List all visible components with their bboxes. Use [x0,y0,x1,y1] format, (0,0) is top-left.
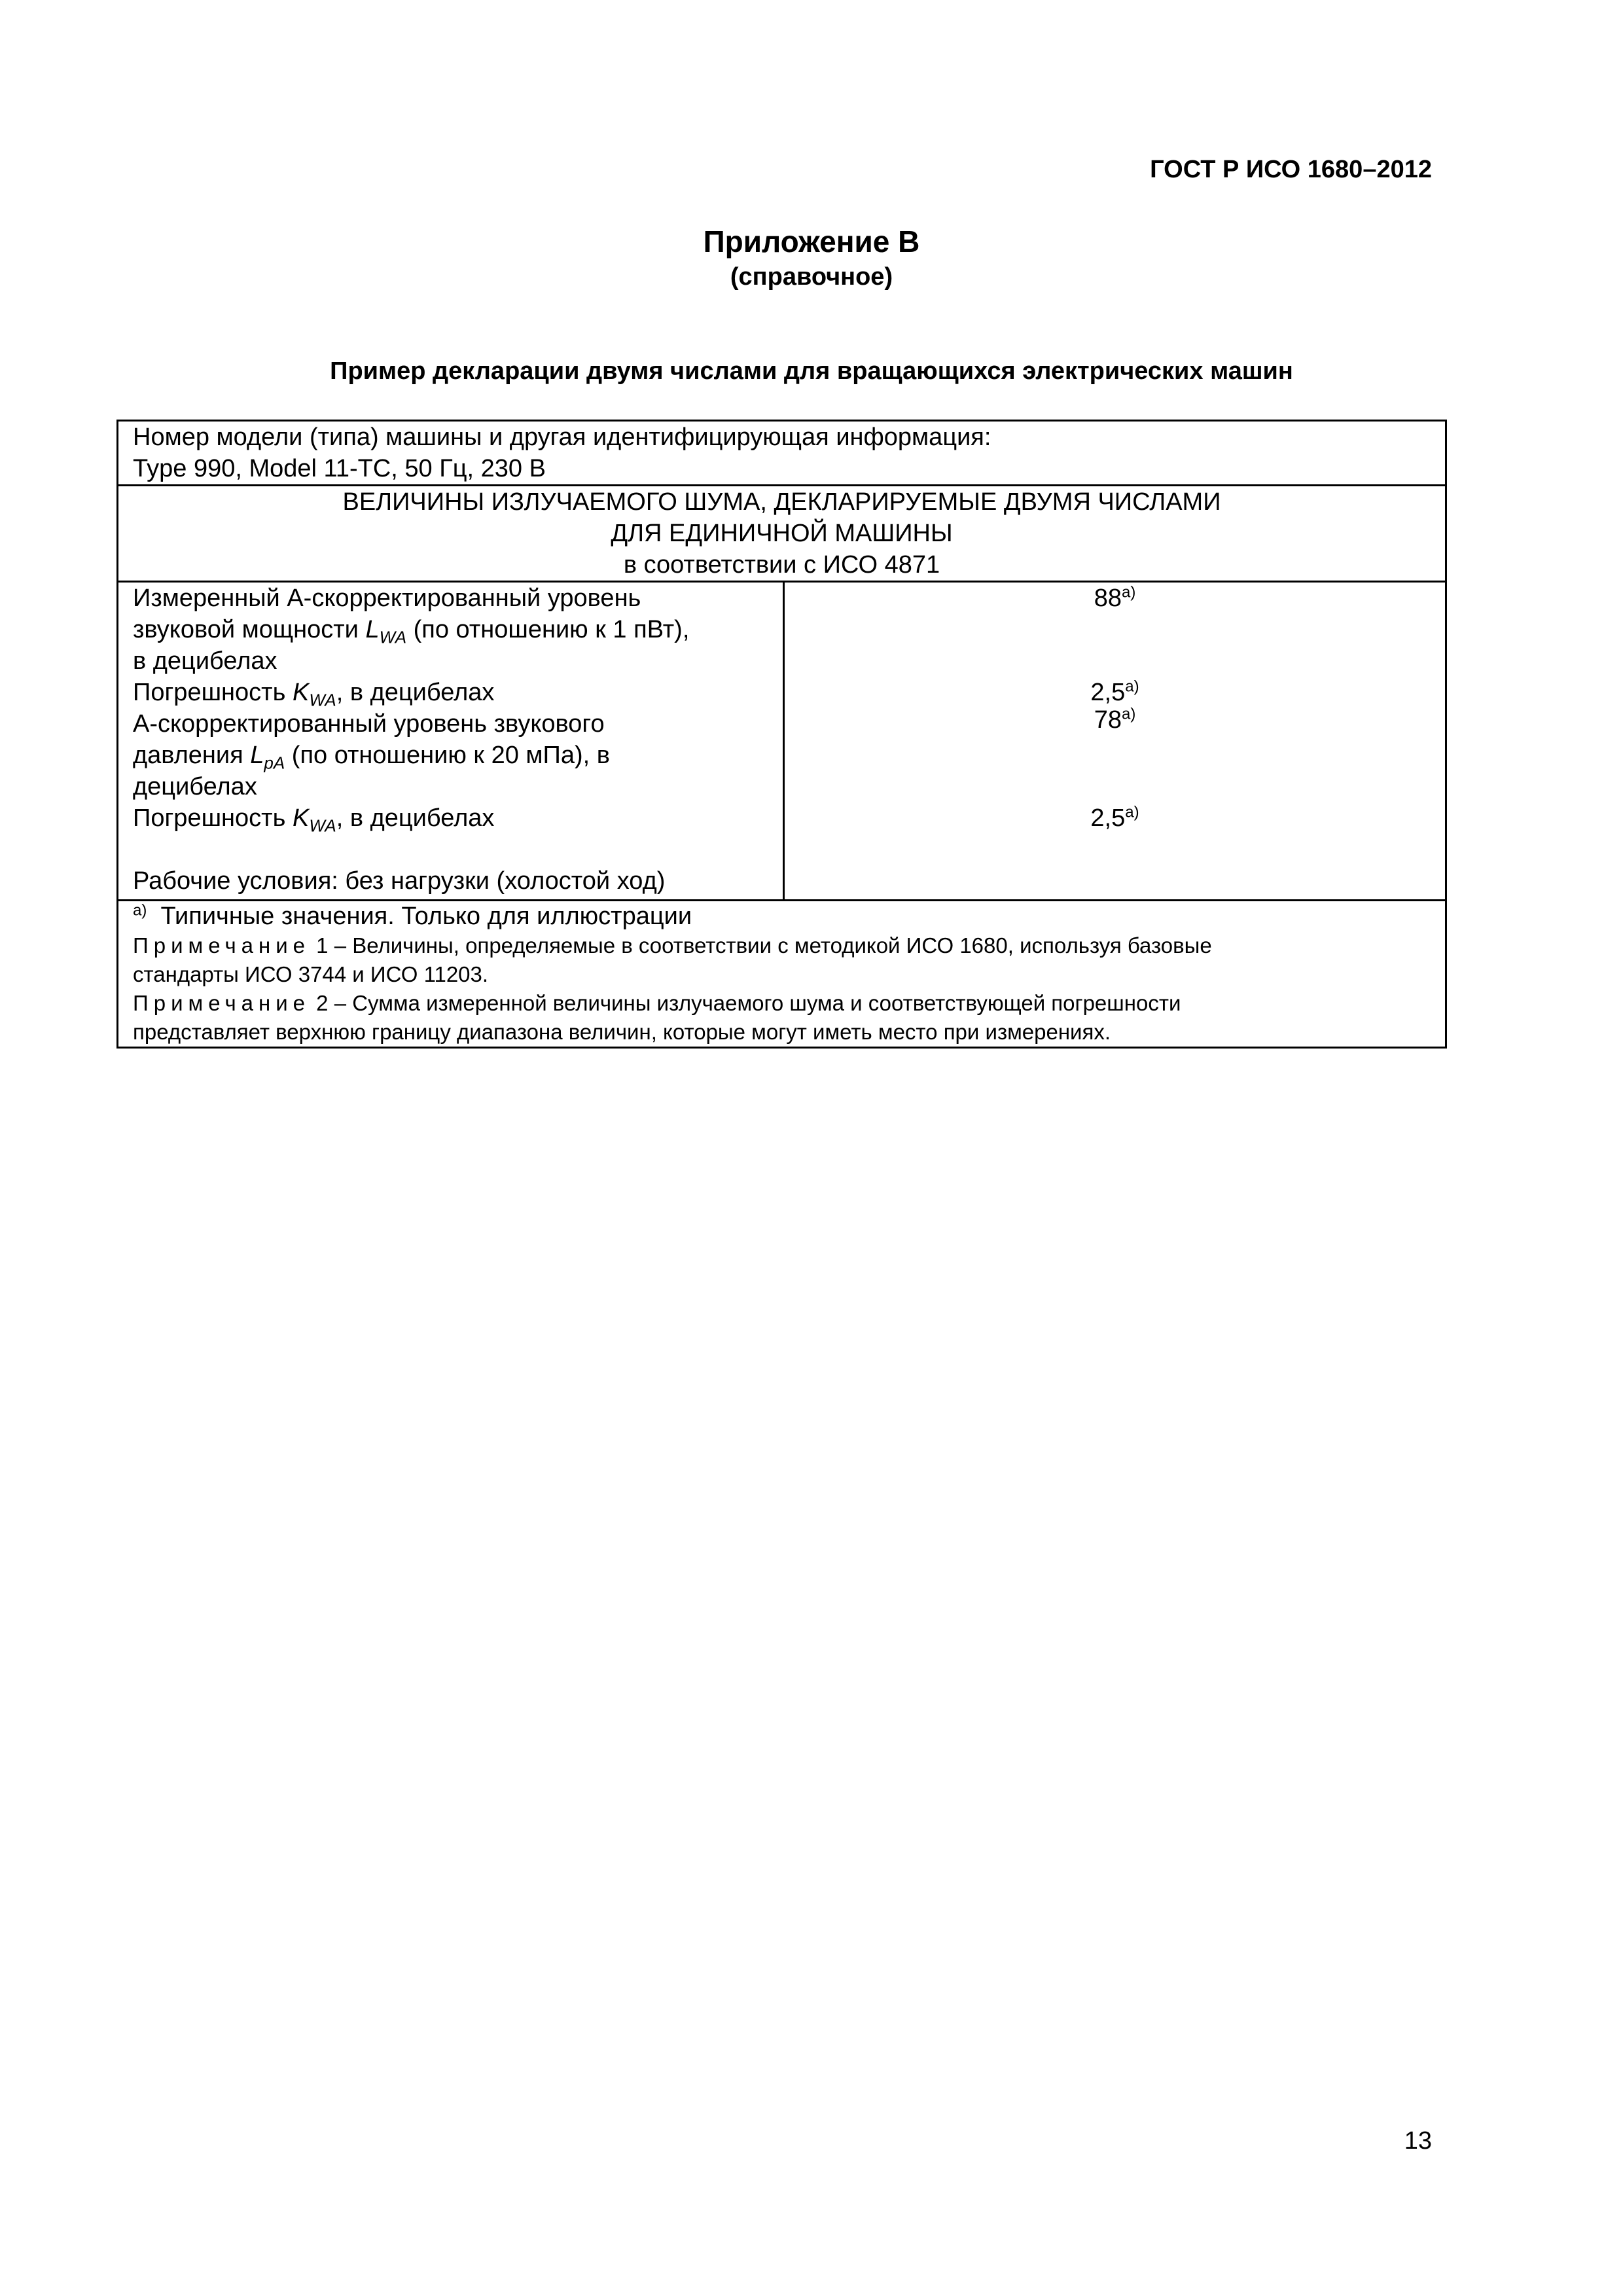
heading-line-1: ВЕЛИЧИНЫ ИЗЛУЧАЕМОГО ШУМА, ДЕКЛАРИРУЕМЫЕ ДВУМЯ ЧИСЛАМИ [342,488,1221,516]
lpa-value: 78$^{a)}$ [1094,705,1136,734]
values-row [118,582,1446,901]
model-id-row [118,421,1446,486]
note-1-cont: стандарты ИСО 3744 и ИСО 11203. [133,962,489,986]
lwa-line-1: Измеренный А-скорректированный уровень [133,584,641,612]
lpa-line-2: давления $L_{pA}$ (по отношению к 20 мПа), в [133,742,610,773]
footnote-a: $^{a)}$ Типичные значения. Только для иллюстрации [133,901,692,930]
lpa-line-1: А-скорректированный уровень звукового [133,710,605,738]
lwa-line-2: звуковой мощности $L_{WA}$ (по отношению к 1 пВт), [133,616,690,647]
lwa-value: 88$^{a)}$ [1094,583,1136,612]
model-id-label: Номер модели (типа) машины и другая идентифицирующая информация: [133,423,991,451]
note-2: Примечание 2 – Сумма измеренной величины излучаемого шума и соответствующей погрешности [133,991,1181,1015]
kwa-value-1: 2,5$^{a)}$ [1090,677,1139,706]
page-number: 13 [1404,2127,1432,2155]
appendix-subtitle: (справочное) [730,263,893,291]
note-1: Примечание 1 – Величины, определяемые в соответствии с методикой ИСО 1680, используя базовые [133,933,1212,958]
appendix-title: Приложение В [703,224,920,259]
declaration-table [116,420,1447,1049]
notes-row [118,901,1446,1048]
kwa-line-2: Погрешность $K_{WA}$, в децибелах [133,804,495,836]
kwa-value-2: 2,5$^{a)}$ [1090,803,1139,832]
section-title: Пример декларации двумя числами для вращающихся электрических машин [330,357,1293,385]
quantities-cell [118,582,784,901]
operating-conditions: Рабочие условия: без нагрузки (холостой ход) [133,867,666,895]
kwa-line-1: Погрешность $K_{WA}$, в децибелах [133,679,495,710]
heading-row [118,486,1446,582]
values-cell [784,582,1446,901]
document-code: ГОСТ Р ИСО 1680–2012 [1150,156,1432,183]
heading-line-2: ДЛЯ ЕДИНИЧНОЙ МАШИНЫ [611,520,953,547]
heading-line-3: в соответствии с ИСО 4871 [623,551,940,579]
lwa-line-3: в децибелах [133,647,277,675]
note-2-cont: представляет верхнюю границу диапазона величин, которые могут иметь место при измерениях. [133,1020,1111,1044]
lpa-line-3: децибелах [133,773,257,800]
model-id-value: Type 990, Model 11-TC, 50 Гц, 230 В [133,455,546,482]
